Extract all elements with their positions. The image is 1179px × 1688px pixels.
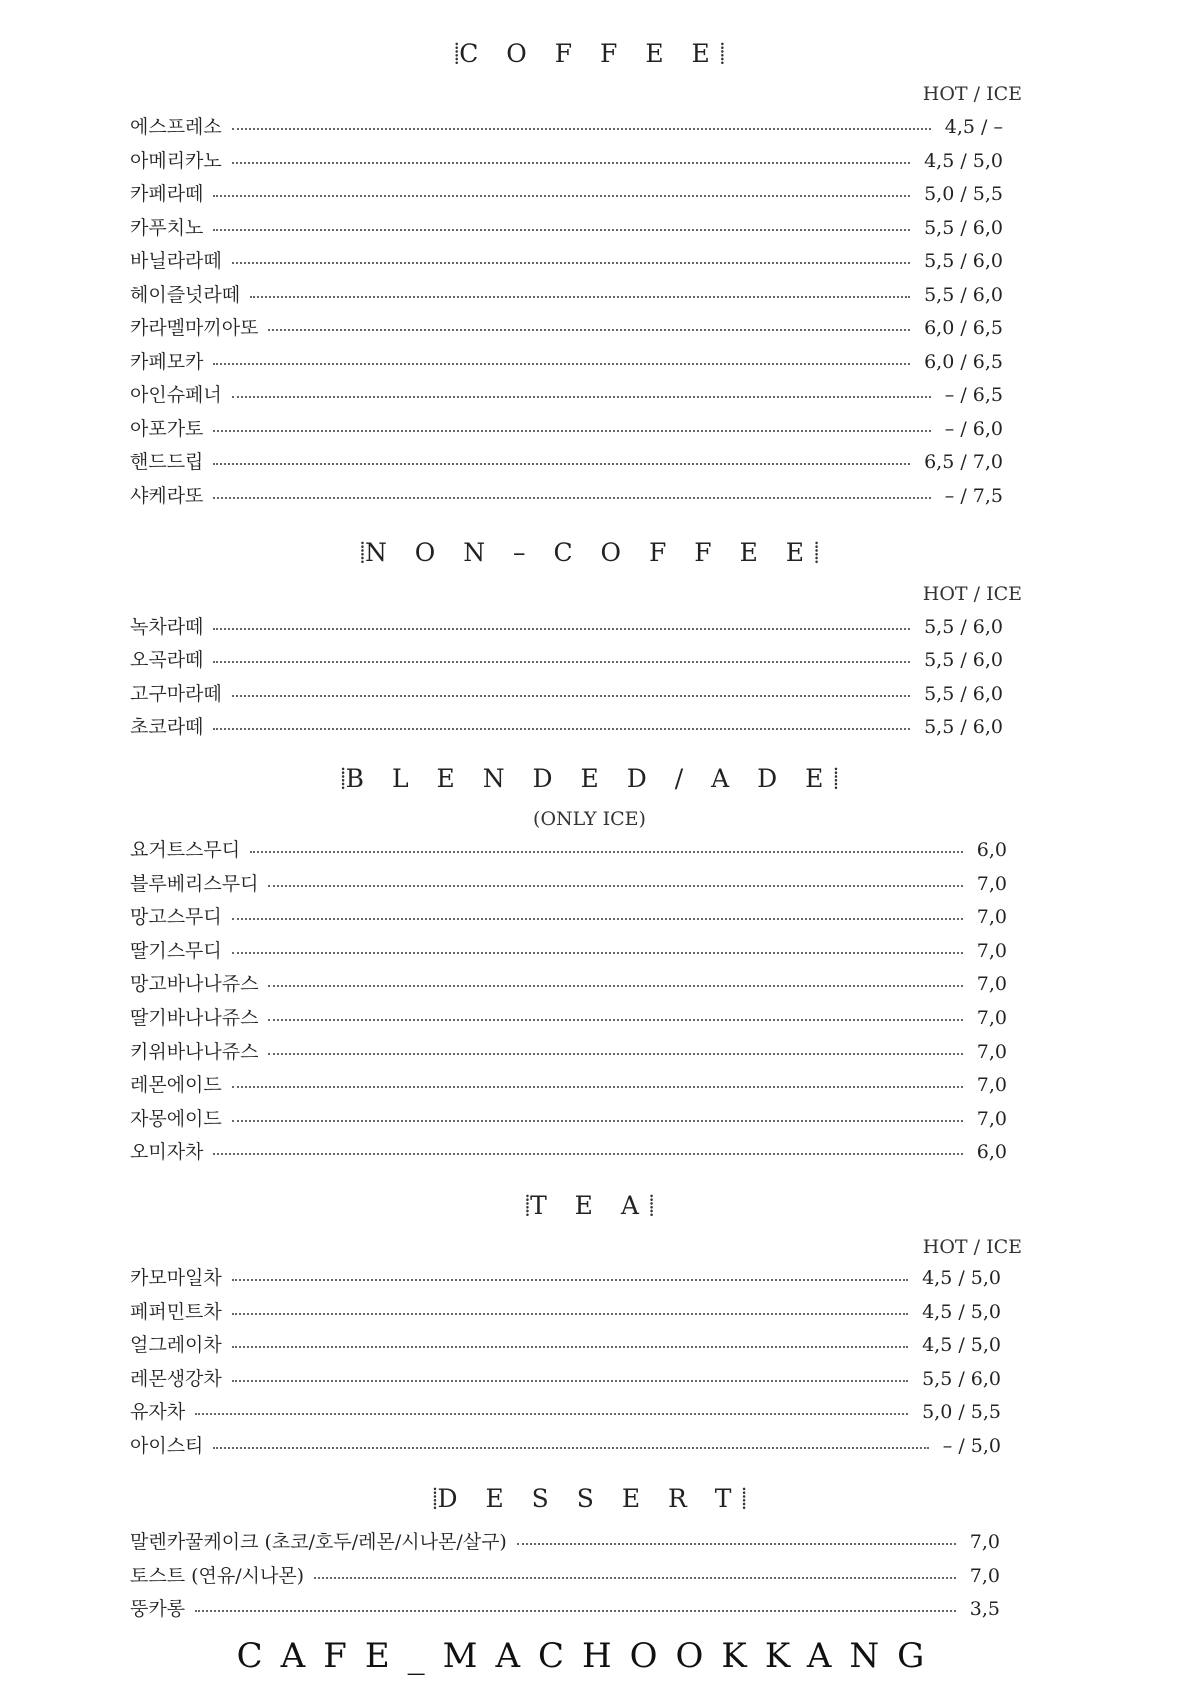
menu-item-row bbox=[130, 1396, 1001, 1428]
dotted-leader bbox=[232, 1084, 963, 1088]
dotted-leader bbox=[213, 193, 910, 197]
dotted-leader bbox=[213, 361, 910, 365]
menu-item-price: 7,0 bbox=[976, 1040, 1007, 1063]
menu-item-row bbox=[130, 446, 1003, 478]
dotted-leader bbox=[195, 1608, 956, 1612]
menu-item-row bbox=[130, 245, 1003, 277]
tea-section-title bbox=[0, 1190, 1179, 1221]
menu-item-row bbox=[130, 1036, 1007, 1068]
menu-item-row bbox=[130, 1593, 1000, 1625]
menu-item-row bbox=[130, 644, 1003, 676]
menu-item-name: 핸드드립 bbox=[130, 451, 204, 473]
menu-item-price: 4,5 / 5,0 bbox=[922, 1267, 1001, 1289]
title-ornament-left: ⸽ bbox=[454, 41, 460, 65]
dotted-leader bbox=[232, 160, 910, 164]
dotted-leader bbox=[232, 394, 931, 398]
dotted-leader bbox=[232, 950, 963, 954]
menu-item-price: 7,0 bbox=[969, 1531, 1000, 1553]
menu-item-name: 키위바나나쥬스 bbox=[130, 1040, 259, 1063]
dotted-leader bbox=[232, 1311, 908, 1315]
menu-item-row bbox=[130, 1329, 1001, 1361]
menu-item-name: 아이스티 bbox=[130, 1435, 204, 1457]
menu-item-name: 유자차 bbox=[130, 1401, 186, 1424]
coffee-column-header: HOT / ICE bbox=[922, 83, 1022, 105]
coffee-section-title bbox=[0, 38, 1179, 69]
menu-item-name: 얼그레이차 bbox=[130, 1334, 222, 1357]
menu-item-price: 6,0 bbox=[976, 1141, 1007, 1164]
menu-item-name: 토스트 (연유/시나몬) bbox=[130, 1564, 305, 1587]
menu-item-row bbox=[130, 145, 1003, 177]
dotted-leader bbox=[250, 849, 963, 853]
menu-item-price: 6,5 / 7,0 bbox=[924, 451, 1003, 473]
menu-item-price: 4,5 / 5,0 bbox=[922, 1334, 1001, 1357]
menu-item-row bbox=[130, 1136, 1007, 1168]
dotted-leader bbox=[232, 693, 910, 697]
dotted-leader bbox=[250, 294, 910, 298]
menu-item-price: 7,0 bbox=[976, 973, 1007, 996]
menu-item-name: 카푸치노 bbox=[130, 216, 204, 239]
blended-section-title bbox=[0, 763, 1179, 794]
menu-item-name: 샤케라또 bbox=[130, 484, 204, 507]
non-coffee-section-title bbox=[0, 537, 1179, 568]
menu-item-row bbox=[130, 379, 1003, 411]
menu-item-price: 7,0 bbox=[976, 1007, 1007, 1029]
dotted-leader bbox=[268, 327, 910, 331]
menu-item-name: 레몬생강차 bbox=[130, 1367, 222, 1390]
menu-item-name: 카페라떼 bbox=[130, 183, 204, 205]
menu-item-price: 4,5 / – bbox=[944, 116, 1003, 138]
menu-item-name: 요거트스무디 bbox=[130, 839, 241, 861]
menu-item-row bbox=[130, 279, 1003, 311]
menu-item-row bbox=[130, 868, 1007, 900]
dessert-section-title bbox=[0, 1483, 1179, 1514]
menu-item-row bbox=[130, 1262, 1001, 1294]
menu-item-price: 4,5 / 5,0 bbox=[922, 1300, 1001, 1323]
menu-item-row bbox=[130, 1002, 1007, 1034]
dotted-leader bbox=[213, 227, 910, 231]
title-ornament-right: ⸽ bbox=[648, 1193, 655, 1217]
non-coffee-column-header: HOT / ICE bbox=[922, 583, 1022, 605]
menu-item-name: 뚱카롱 bbox=[130, 1598, 186, 1620]
menu-item-row bbox=[130, 901, 1007, 933]
menu-item-name: 딸기스무디 bbox=[130, 939, 222, 962]
dotted-leader bbox=[314, 1575, 956, 1579]
title-ornament-right: ⸽ bbox=[719, 41, 725, 65]
dotted-leader bbox=[268, 1051, 962, 1055]
blended-column-header: (ONLY ICE) bbox=[533, 808, 646, 830]
menu-item-name: 말렌카꿀케이크 (초코/호두/레몬/시나몬/살구) bbox=[130, 1531, 507, 1553]
menu-item-name: 딸기바나나쥬스 bbox=[130, 1007, 259, 1029]
title-ornament-left: ⸽ bbox=[432, 1486, 438, 1510]
dotted-leader bbox=[268, 983, 962, 987]
menu-item-price: 5,5 / 6,0 bbox=[924, 715, 1003, 738]
menu-item-price: 5,5 / 6,0 bbox=[924, 616, 1003, 638]
dotted-leader bbox=[213, 1151, 962, 1155]
menu-item-name: 망고스무디 bbox=[130, 906, 222, 929]
menu-item-row bbox=[130, 1069, 1007, 1101]
menu-item-row bbox=[130, 312, 1003, 344]
menu-item-name: 아포가토 bbox=[130, 417, 204, 440]
title-ornament-right: ⸽ bbox=[814, 540, 820, 564]
menu-item-name: 녹차라떼 bbox=[130, 616, 204, 638]
dotted-leader bbox=[213, 1445, 928, 1449]
dotted-leader bbox=[195, 1411, 908, 1415]
menu-item-price: 7,0 bbox=[976, 939, 1007, 962]
menu-item-row bbox=[130, 178, 1003, 210]
title-ornament-right: ⸽ bbox=[741, 1486, 747, 1510]
dotted-leader bbox=[232, 916, 963, 920]
menu-item-row bbox=[130, 1526, 1000, 1558]
dotted-leader bbox=[232, 1118, 963, 1122]
menu-item-price: 6,0 / 6,5 bbox=[924, 350, 1003, 373]
menu-item-row bbox=[130, 711, 1003, 743]
menu-item-price: 3,5 bbox=[969, 1598, 1000, 1620]
menu-item-row bbox=[130, 834, 1007, 866]
title-ornament-left: ⸽ bbox=[359, 540, 365, 564]
menu-item-name: 오미자차 bbox=[130, 1141, 204, 1164]
menu-item-row bbox=[130, 611, 1003, 643]
menu-item-name: 자몽에이드 bbox=[130, 1107, 222, 1130]
menu-item-price: 7,0 bbox=[976, 1074, 1007, 1097]
menu-item-name: 카페모카 bbox=[130, 350, 204, 373]
menu-item-name: 레몬에이드 bbox=[130, 1074, 222, 1097]
dotted-leader bbox=[213, 626, 910, 630]
menu-item-row bbox=[130, 1560, 1000, 1592]
menu-item-price: 6,0 bbox=[976, 839, 1007, 861]
menu-item-name: 카라멜마끼아또 bbox=[130, 317, 259, 339]
menu-item-row bbox=[130, 678, 1003, 710]
menu-item-price: 5,0 / 5,5 bbox=[924, 183, 1003, 205]
title-ornament-right: ⸽ bbox=[833, 766, 839, 790]
menu-item-name: 초코라떼 bbox=[130, 715, 204, 738]
menu-item-price: 7,0 bbox=[976, 872, 1007, 895]
cafe-name-footer: CAFE_MACHOOKKANG bbox=[236, 1636, 943, 1676]
menu-item-row bbox=[130, 1430, 1001, 1462]
title-ornament-left: ⸽ bbox=[340, 766, 346, 790]
menu-item-price: – / 6,5 bbox=[944, 384, 1003, 406]
menu-item-name: 에스프레소 bbox=[130, 116, 222, 138]
menu-item-price: 7,0 bbox=[969, 1564, 1000, 1587]
menu-item-row bbox=[130, 935, 1007, 967]
menu-item-name: 헤이즐넛라떼 bbox=[130, 283, 241, 306]
menu-item-name: 블루베리스무디 bbox=[130, 872, 259, 895]
dotted-leader bbox=[268, 1017, 962, 1021]
menu-item-row bbox=[130, 413, 1003, 445]
menu-item-name: 카모마일차 bbox=[130, 1267, 222, 1289]
tea-title-text: T E A bbox=[530, 1191, 649, 1220]
dotted-leader bbox=[213, 461, 910, 465]
dotted-leader bbox=[232, 1344, 908, 1348]
menu-item-row bbox=[130, 1296, 1001, 1328]
dotted-leader bbox=[232, 1378, 908, 1382]
menu-item-row bbox=[130, 111, 1003, 143]
menu-item-name: 바닐라라떼 bbox=[130, 250, 222, 272]
menu-item-row bbox=[130, 346, 1003, 378]
menu-item-price: 5,5 / 6,0 bbox=[924, 283, 1003, 306]
tea-column-header: HOT / ICE bbox=[922, 1236, 1022, 1258]
menu-item-price: 5,5 / 6,0 bbox=[924, 649, 1003, 672]
menu-item-price: – / 6,0 bbox=[944, 417, 1003, 440]
menu-item-name: 아메리카노 bbox=[130, 149, 222, 172]
dotted-leader bbox=[213, 428, 930, 432]
menu-item-name: 페퍼민트차 bbox=[130, 1300, 222, 1323]
menu-item-row bbox=[130, 480, 1003, 512]
title-ornament-left: ⸽ bbox=[524, 1193, 531, 1217]
menu-item-row bbox=[130, 968, 1007, 1000]
menu-item-row bbox=[130, 1363, 1001, 1395]
menu-item-price: 5,5 / 6,0 bbox=[924, 216, 1003, 239]
menu-item-price: 5,5 / 6,0 bbox=[922, 1367, 1001, 1390]
menu-item-row bbox=[130, 212, 1003, 244]
menu-item-price: 5,5 / 6,0 bbox=[924, 682, 1003, 705]
menu-item-price: 7,0 bbox=[976, 906, 1007, 929]
dotted-leader bbox=[268, 883, 962, 887]
dotted-leader bbox=[232, 126, 931, 130]
menu-item-price: 5,5 / 6,0 bbox=[924, 250, 1003, 272]
menu-item-name: 고구마라떼 bbox=[130, 682, 222, 705]
menu-item-price: 7,0 bbox=[976, 1107, 1007, 1130]
menu-item-price: – / 7,5 bbox=[944, 484, 1003, 507]
non-coffee-title-text: N O N – C O F F E E bbox=[364, 538, 815, 567]
dotted-leader bbox=[517, 1541, 956, 1545]
menu-item-row bbox=[130, 1103, 1007, 1135]
menu-item-name: 오곡라떼 bbox=[130, 649, 204, 672]
menu-item-name: 망고바나나쥬스 bbox=[130, 973, 259, 996]
dotted-leader bbox=[213, 659, 910, 663]
coffee-title-text: C O F F E E bbox=[459, 39, 720, 68]
menu-item-price: – / 5,0 bbox=[942, 1435, 1001, 1457]
menu-item-price: 5,0 / 5,5 bbox=[922, 1401, 1001, 1424]
blended-title-text: B L E N D E D / A D E bbox=[345, 764, 834, 793]
menu-item-price: 6,0 / 6,5 bbox=[924, 317, 1003, 339]
dotted-leader bbox=[232, 260, 910, 264]
dessert-title-text: D E S S E R T bbox=[437, 1484, 742, 1513]
menu-item-price: 4,5 / 5,0 bbox=[924, 149, 1003, 172]
menu-item-name: 아인슈페너 bbox=[130, 384, 222, 406]
dotted-leader bbox=[232, 1277, 908, 1281]
dotted-leader bbox=[213, 726, 910, 730]
dotted-leader bbox=[213, 495, 930, 499]
